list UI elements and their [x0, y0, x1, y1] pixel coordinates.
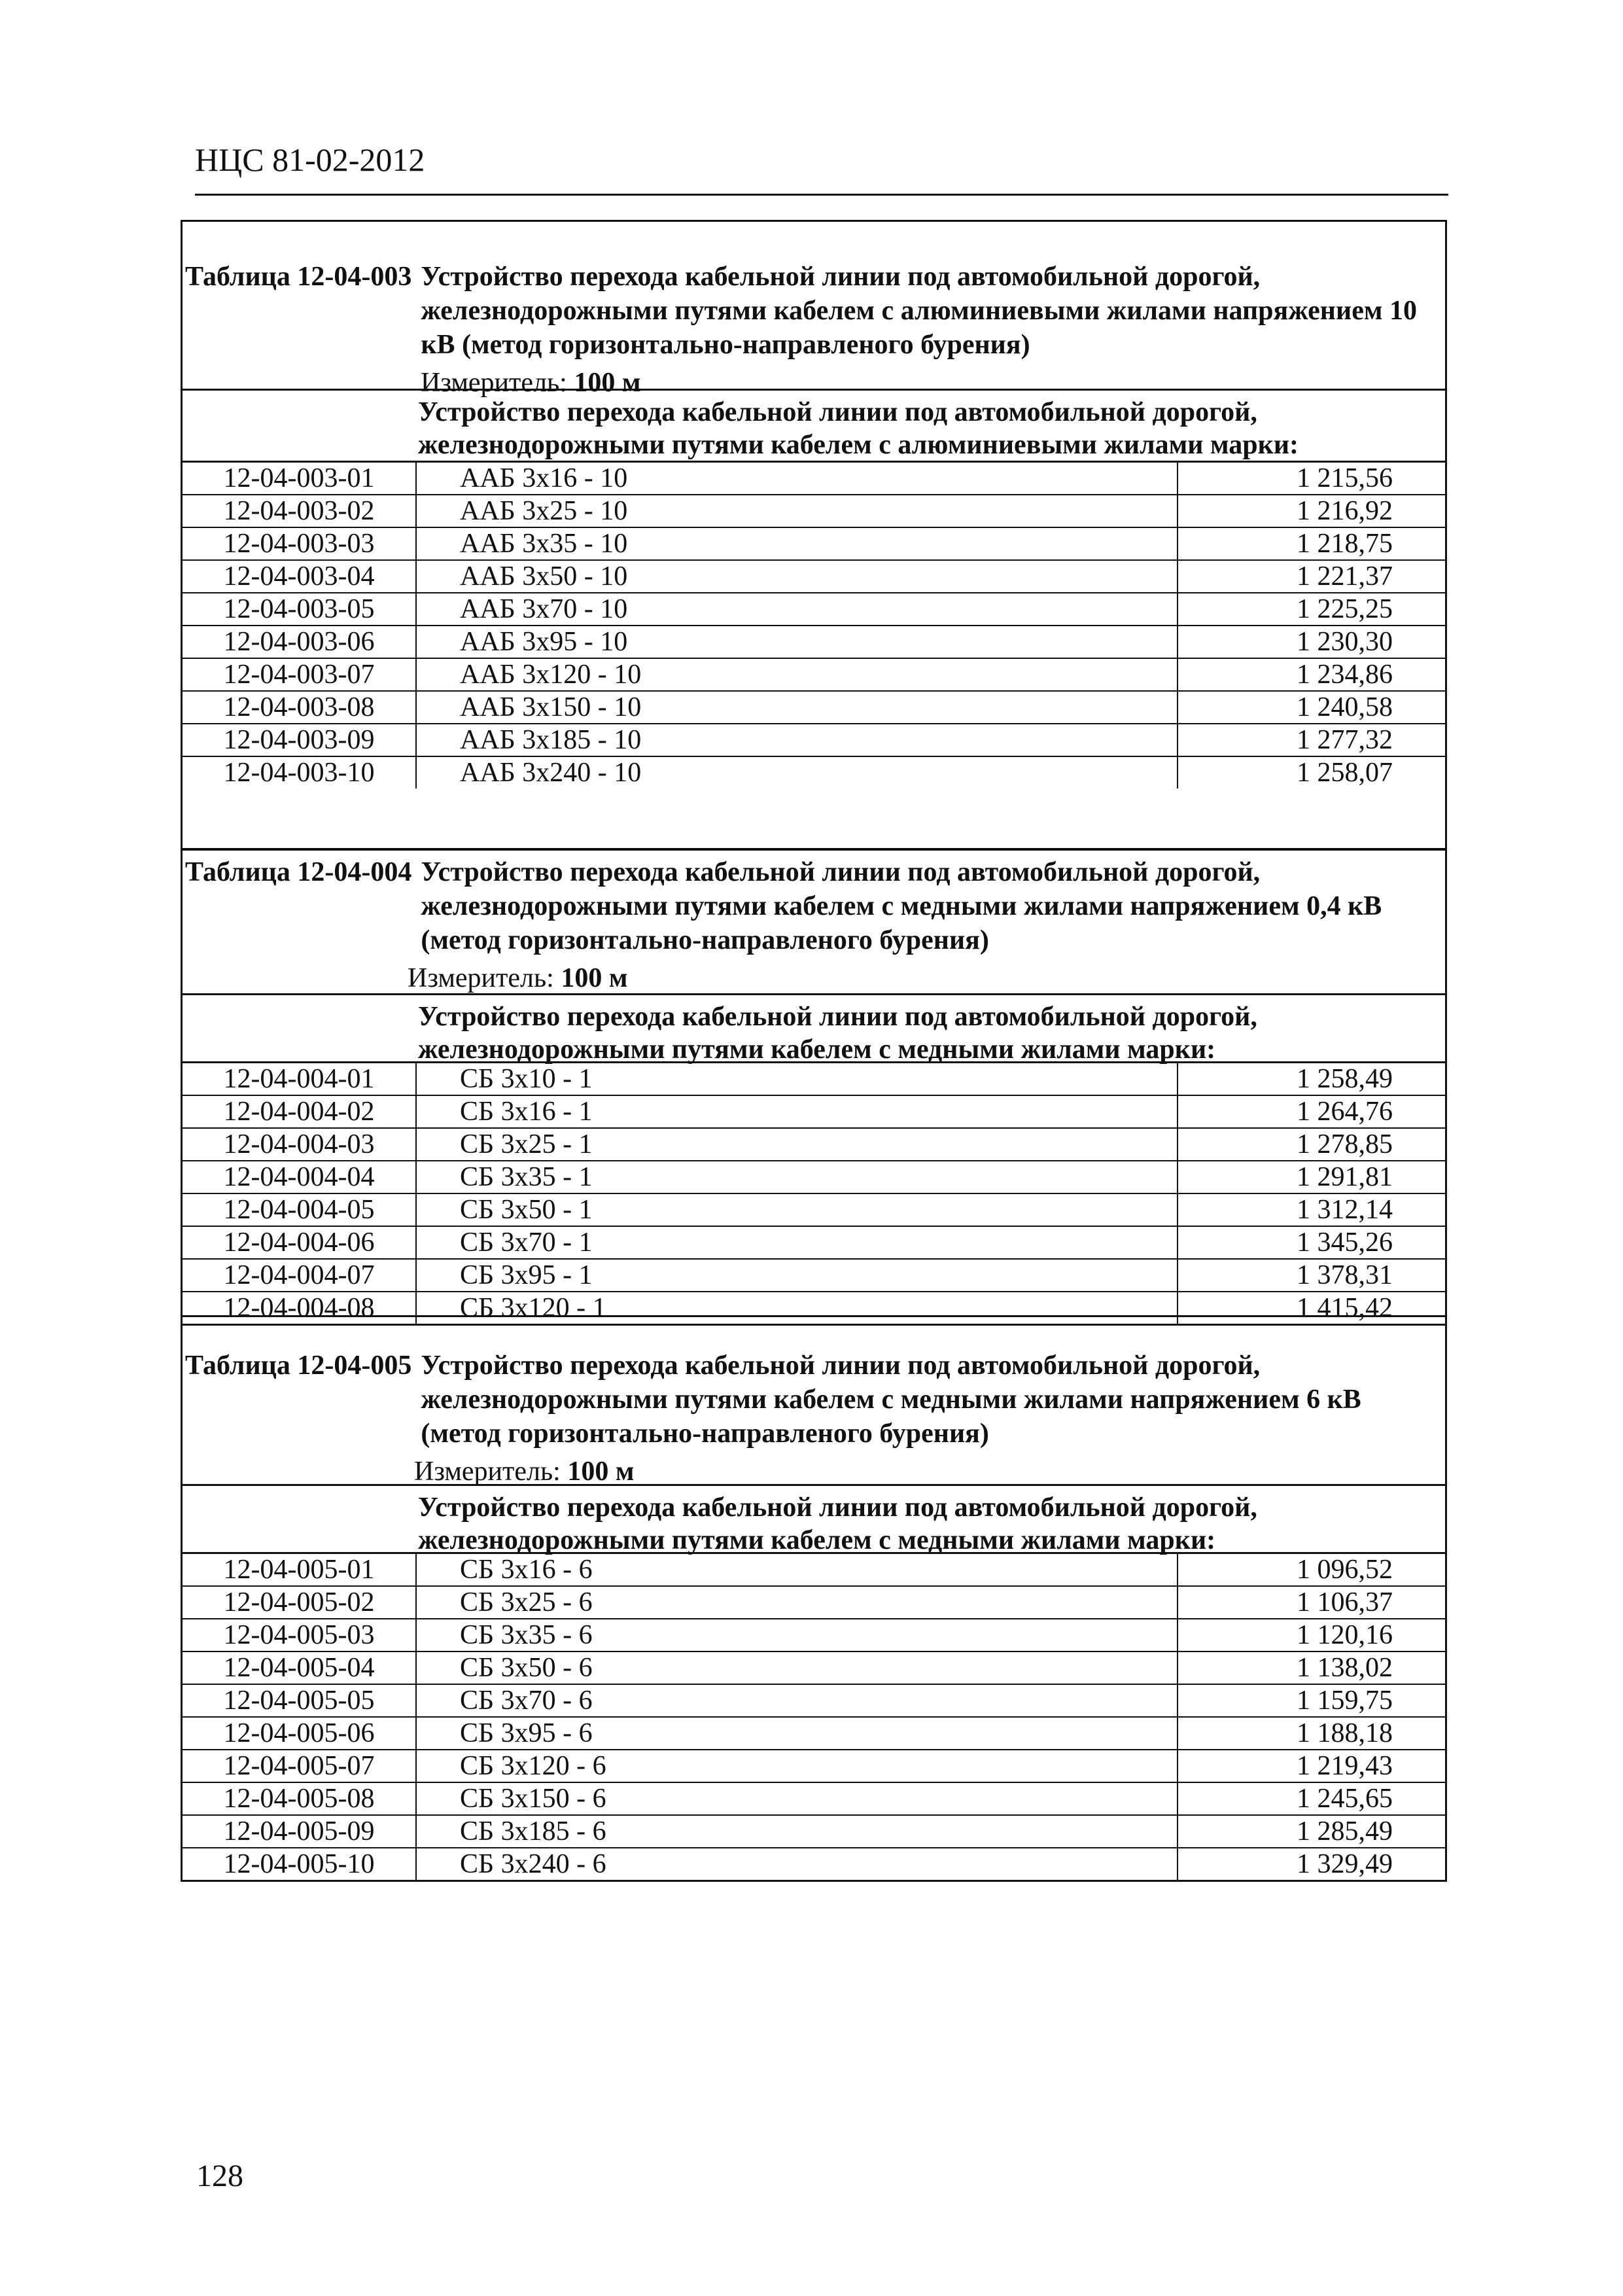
row-price: 1 216,92 [1178, 495, 1445, 527]
row-price: 1 225,25 [1178, 593, 1445, 626]
row-name: СБ 3х120 - 1 [416, 1292, 1178, 1324]
row-code: 12-04-004-04 [183, 1161, 416, 1193]
row-name: СБ 3х95 - 6 [416, 1717, 1178, 1750]
row-name: ААБ 3х16 - 10 [416, 463, 1178, 495]
row-name: ААБ 3х95 - 10 [416, 626, 1178, 658]
row-code: 12-04-005-10 [183, 1848, 416, 1880]
row-name: ААБ 3х25 - 10 [416, 495, 1178, 527]
data-table [183, 1554, 1445, 1880]
row-name: СБ 3х95 - 1 [416, 1259, 1178, 1292]
row-price: 1 234,86 [1178, 658, 1445, 691]
table-heading [183, 222, 1445, 398]
row-code: 12-04-003-02 [183, 495, 416, 527]
row-code: 12-04-004-03 [183, 1128, 416, 1161]
row-price: 1 258,07 [1297, 758, 1393, 788]
measure-value: 100 м [561, 963, 628, 993]
table-title: Устройство перехода кабельной линии под автомобильной дорогой, железнодорожными путями кабелем с алюминиевыми жилами напряжением 10 кВ (метод горизонтально-направленого бурения) [421, 262, 1417, 360]
row-price: 1 277,32 [1178, 724, 1445, 756]
data-table [183, 463, 1445, 788]
row-name: ААБ 3х120 - 10 [416, 658, 1178, 691]
row-name: СБ 3х240 - 6 [416, 1848, 1178, 1880]
table-title: Устройство перехода кабельной линии под автомобильной дорогой, железнодорожными путями кабелем с медными жилами напряжением 0,4 кВ (метод горизонтально-направленого бурения) [421, 857, 1382, 955]
table-row [183, 1815, 1445, 1848]
row-name: СБ 3х70 - 1 [416, 1226, 1178, 1259]
row-name: СБ 3х35 - 1 [416, 1161, 1178, 1193]
table-row [183, 1226, 1445, 1259]
row-name: ААБ 3х35 - 10 [416, 527, 1178, 560]
row-code: 12-04-003-08 [183, 691, 416, 724]
row-name: СБ 3х16 - 1 [416, 1095, 1178, 1128]
row-name: СБ 3х10 - 1 [416, 1063, 1178, 1095]
table-row [183, 1554, 1445, 1586]
row-code: 12-04-004-07 [183, 1259, 416, 1292]
measure-label: Измеритель: [408, 963, 554, 993]
measure-label: Измеритель: [414, 1457, 561, 1487]
table-row [183, 463, 1445, 495]
table-row [183, 1717, 1445, 1750]
row-price: 1 245,65 [1178, 1782, 1445, 1815]
table-row [183, 1782, 1445, 1815]
table-row [183, 1651, 1445, 1684]
page-number: 128 [196, 2159, 243, 2193]
row-code: 12-04-003-09 [183, 724, 416, 756]
row-name: СБ 3х35 - 6 [416, 1619, 1178, 1651]
table-title: Устройство перехода кабельной линии под автомобильной дорогой, железнодорожными путями кабелем с медными жилами напряжением 6 кВ (метод горизонтально-направленого бурения) [421, 1351, 1361, 1449]
document-code: НЦС 81-02-2012 [195, 141, 425, 178]
row-code: 12-04-003-04 [183, 560, 416, 593]
row-code: 12-04-004-08 [183, 1292, 416, 1324]
table-row [183, 1128, 1445, 1161]
row-price: 1 106,37 [1178, 1586, 1445, 1619]
row-price: 1 415,42 [1297, 1293, 1393, 1323]
table-row [183, 626, 1445, 658]
row-price: 1 230,30 [1178, 626, 1445, 658]
row-price: 1 120,16 [1178, 1619, 1445, 1651]
row-name: СБ 3х50 - 1 [416, 1193, 1178, 1226]
row-price: 1 240,58 [1178, 691, 1445, 724]
row-price: 1 345,26 [1178, 1226, 1445, 1259]
row-name: ААБ 3х50 - 10 [416, 560, 1178, 593]
row-price: 1 219,43 [1178, 1750, 1445, 1782]
row-name: СБ 3х150 - 6 [416, 1782, 1178, 1815]
row-price: 1 291,81 [1178, 1161, 1445, 1193]
row-name: СБ 3х50 - 6 [416, 1651, 1178, 1684]
row-code: 12-04-005-07 [183, 1750, 416, 1782]
group-header: Устройство перехода кабельной линии под автомобильной дорогой, железнодорожными путями кабелем с алюминиевыми жилами марки: [183, 391, 1445, 463]
row-name: СБ 3х120 - 6 [416, 1750, 1178, 1782]
row-name: СБ 3х25 - 1 [416, 1128, 1178, 1161]
row-price: 1 188,18 [1178, 1717, 1445, 1750]
table-row [183, 1619, 1445, 1651]
measure-line [185, 961, 1441, 995]
table-row [183, 1259, 1445, 1292]
row-name: ААБ 3х185 - 10 [416, 724, 1178, 756]
table-row [183, 724, 1445, 756]
row-code: 12-04-003-05 [183, 593, 416, 626]
row-code: 12-04-005-01 [183, 1554, 416, 1586]
table-row [183, 1848, 1445, 1880]
row-price: 1 159,75 [1178, 1684, 1445, 1717]
measure-label: Измеритель: [421, 368, 567, 398]
table-section-12-04-004 [181, 848, 1447, 1326]
row-code: 12-04-003-10 [183, 756, 416, 788]
row-price: 1 138,02 [1178, 1651, 1445, 1684]
table-heading [183, 850, 1445, 995]
data-table [183, 1063, 1445, 1324]
row-price: 1 312,14 [1178, 1193, 1445, 1226]
table-row [183, 1095, 1445, 1128]
table-row [183, 1161, 1445, 1193]
row-price: 1 264,76 [1178, 1095, 1445, 1128]
table-number: Таблица 12-04-003 [185, 262, 412, 292]
table-row [183, 527, 1445, 560]
measure-value: 100 м [567, 1457, 635, 1487]
table-number: Таблица 12-04-004 [185, 857, 412, 887]
row-code: 12-04-003-07 [183, 658, 416, 691]
table-row [183, 756, 1445, 788]
row-code: 12-04-003-06 [183, 626, 416, 658]
group-header: Устройство перехода кабельной линии под автомобильной дорогой, железнодорожными путями кабелем с медными жилами марки: [183, 1486, 1445, 1554]
row-name: СБ 3х16 - 6 [416, 1554, 1178, 1586]
row-price: 1 329,49 [1297, 1849, 1393, 1879]
row-code: 12-04-003-03 [183, 527, 416, 560]
row-price: 1 215,56 [1178, 463, 1445, 495]
row-name: ААБ 3х150 - 10 [416, 691, 1178, 724]
row-code: 12-04-005-04 [183, 1651, 416, 1684]
table-number: Таблица 12-04-005 [185, 1351, 412, 1381]
table-row [183, 1193, 1445, 1226]
table-spacer [183, 788, 1445, 849]
row-code: 12-04-005-02 [183, 1586, 416, 1619]
row-code: 12-04-005-03 [183, 1619, 416, 1651]
row-price: 1 096,52 [1178, 1554, 1445, 1586]
row-name: ААБ 3х70 - 10 [416, 593, 1178, 626]
table-row [183, 691, 1445, 724]
row-code: 12-04-004-02 [183, 1095, 416, 1128]
group-header: Устройство перехода кабельной линии под автомобильной дорогой, железнодорожными путями кабелем с медными жилами марки: [183, 995, 1445, 1063]
table-row [183, 1684, 1445, 1717]
row-price: 1 378,31 [1178, 1259, 1445, 1292]
row-code: 12-04-004-05 [183, 1193, 416, 1226]
table-heading [183, 1317, 1445, 1486]
row-code: 12-04-005-08 [183, 1782, 416, 1815]
measure-value: 100 м [574, 368, 641, 398]
row-name: ААБ 3х240 - 10 [416, 756, 1178, 788]
row-code: 12-04-004-01 [183, 1063, 416, 1095]
table-row [183, 1586, 1445, 1619]
row-price: 1 285,49 [1178, 1815, 1445, 1848]
row-name: СБ 3х185 - 6 [416, 1815, 1178, 1848]
row-price: 1 218,75 [1178, 527, 1445, 560]
table-row [183, 658, 1445, 691]
row-price: 1 258,49 [1178, 1063, 1445, 1095]
row-code: 12-04-005-09 [183, 1815, 416, 1848]
table-row [183, 560, 1445, 593]
header-rule [195, 194, 1448, 196]
row-code: 12-04-004-06 [183, 1226, 416, 1259]
table-row [183, 1750, 1445, 1782]
row-name: СБ 3х25 - 6 [416, 1586, 1178, 1619]
table-section-12-04-005 [181, 1315, 1447, 1882]
measure-line [185, 1455, 1441, 1489]
table-row [183, 593, 1445, 626]
row-price: 1 278,85 [1178, 1128, 1445, 1161]
row-code: 12-04-005-06 [183, 1717, 416, 1750]
table-row [183, 495, 1445, 527]
table-section-12-04-003 [181, 220, 1447, 851]
row-code: 12-04-005-05 [183, 1684, 416, 1717]
row-price: 1 221,37 [1178, 560, 1445, 593]
row-name: СБ 3х70 - 6 [416, 1684, 1178, 1717]
row-code: 12-04-003-01 [183, 463, 416, 495]
table-row [183, 1063, 1445, 1095]
